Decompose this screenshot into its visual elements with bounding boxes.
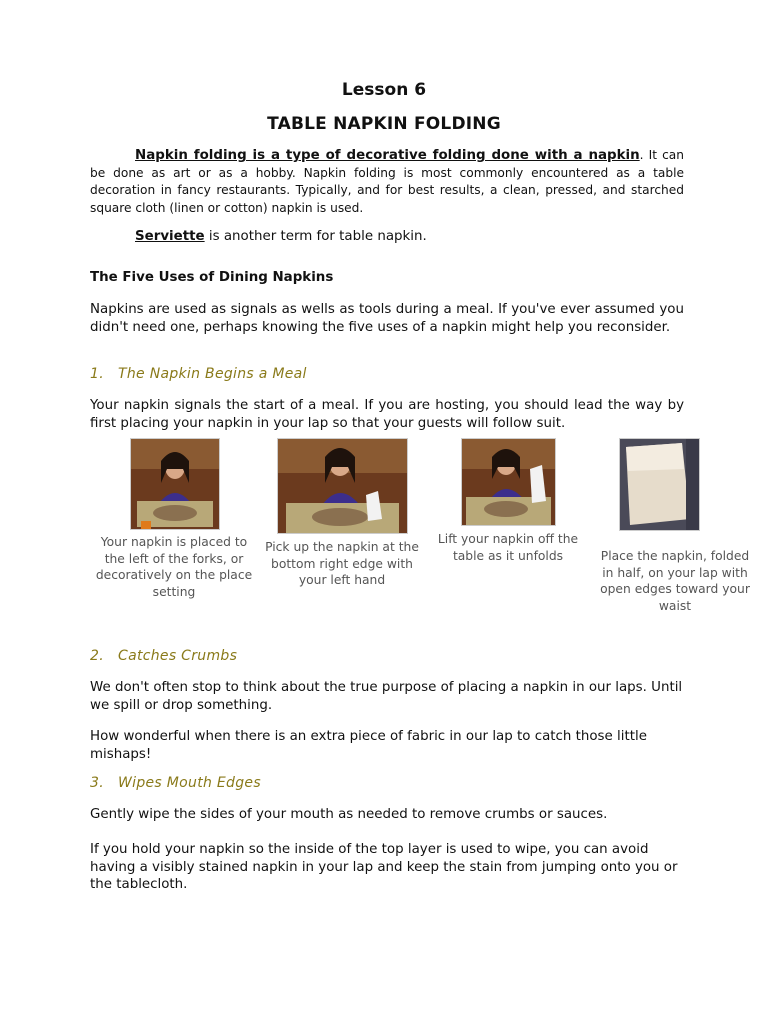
- section-1-number: 1.: [90, 366, 104, 382]
- section-2-number: 2.: [90, 648, 104, 664]
- section-1-title: The Napkin Begins a Meal: [118, 366, 307, 382]
- section-2-title: Catches Crumbs: [118, 648, 238, 664]
- intro-rest: . It can be done as art or as a hobby. Napkin folding is most commonly encountered as a table decoration in fancy restaurants. Typically, and for best results, a clean, pressed, and starched square cloth (linen or cotton) napkin is used.: [90, 148, 685, 215]
- section-3-heading: [90, 775, 261, 791]
- caption-3: Lift your napkin off the table as it unfolds: [437, 532, 579, 563]
- serviette-rest: is another term for table napkin.: [204, 229, 427, 244]
- serviette-paragraph: [90, 228, 684, 246]
- caption-1: Your napkin is placed to the left of the forks, or decoratively on the place setting: [95, 535, 253, 599]
- photo-napkin-lift: [461, 438, 556, 526]
- section-2-body-2: How wonderful when there is an extra piece of fabric in our lap to catch those little mishaps!: [90, 729, 647, 762]
- section-1-heading: [90, 366, 307, 382]
- five-uses-intro: Napkins are used as signals as wells as tools during a meal. If you've ever assumed you didn't need one, perhaps knowing the five uses of a napkin might help you reconsider.: [90, 302, 684, 335]
- caption-2: Pick up the napkin at the bottom right edge with your left hand: [265, 540, 419, 587]
- intro-paragraph: [90, 147, 684, 217]
- section-2-body: We don't often stop to think about the true purpose of placing a napkin in our laps. Until we spill or drop something.: [90, 680, 683, 713]
- caption-4: Place the napkin, folded in half, on your lap with open edges toward your waist: [600, 549, 750, 613]
- intro-definition: Napkin folding is a type of decorative folding done with a napkin: [135, 148, 640, 163]
- photo-napkin-on-lap: [619, 438, 700, 531]
- page-title: TABLE NAPKIN FOLDING: [267, 114, 501, 134]
- photo-napkin-pickup: [277, 438, 408, 534]
- section-3-title: Wipes Mouth Edges: [118, 775, 261, 791]
- serviette-term: Serviette: [135, 229, 205, 244]
- section-1-body: Your napkin signals the start of a meal. If you are hosting, you should lead the way by first placing your napkin in your lap so that your guests will follow suit.: [90, 398, 684, 431]
- section-2-heading: [90, 648, 237, 664]
- photo-napkin-placed: [130, 438, 220, 530]
- lesson-number: Lesson 6: [341, 80, 427, 100]
- five-uses-heading: The Five Uses of Dining Napkins: [90, 270, 334, 285]
- section-3-number: 3.: [90, 775, 104, 791]
- section-3-body-2: If you hold your napkin so the inside of the top layer is used to wipe, you can avoid having a visibly stained napkin in your lap and keep the stain from jumping onto you or the tablecloth.: [90, 842, 678, 892]
- section-3-body: Gently wipe the sides of your mouth as needed to remove crumbs or sauces.: [90, 807, 608, 822]
